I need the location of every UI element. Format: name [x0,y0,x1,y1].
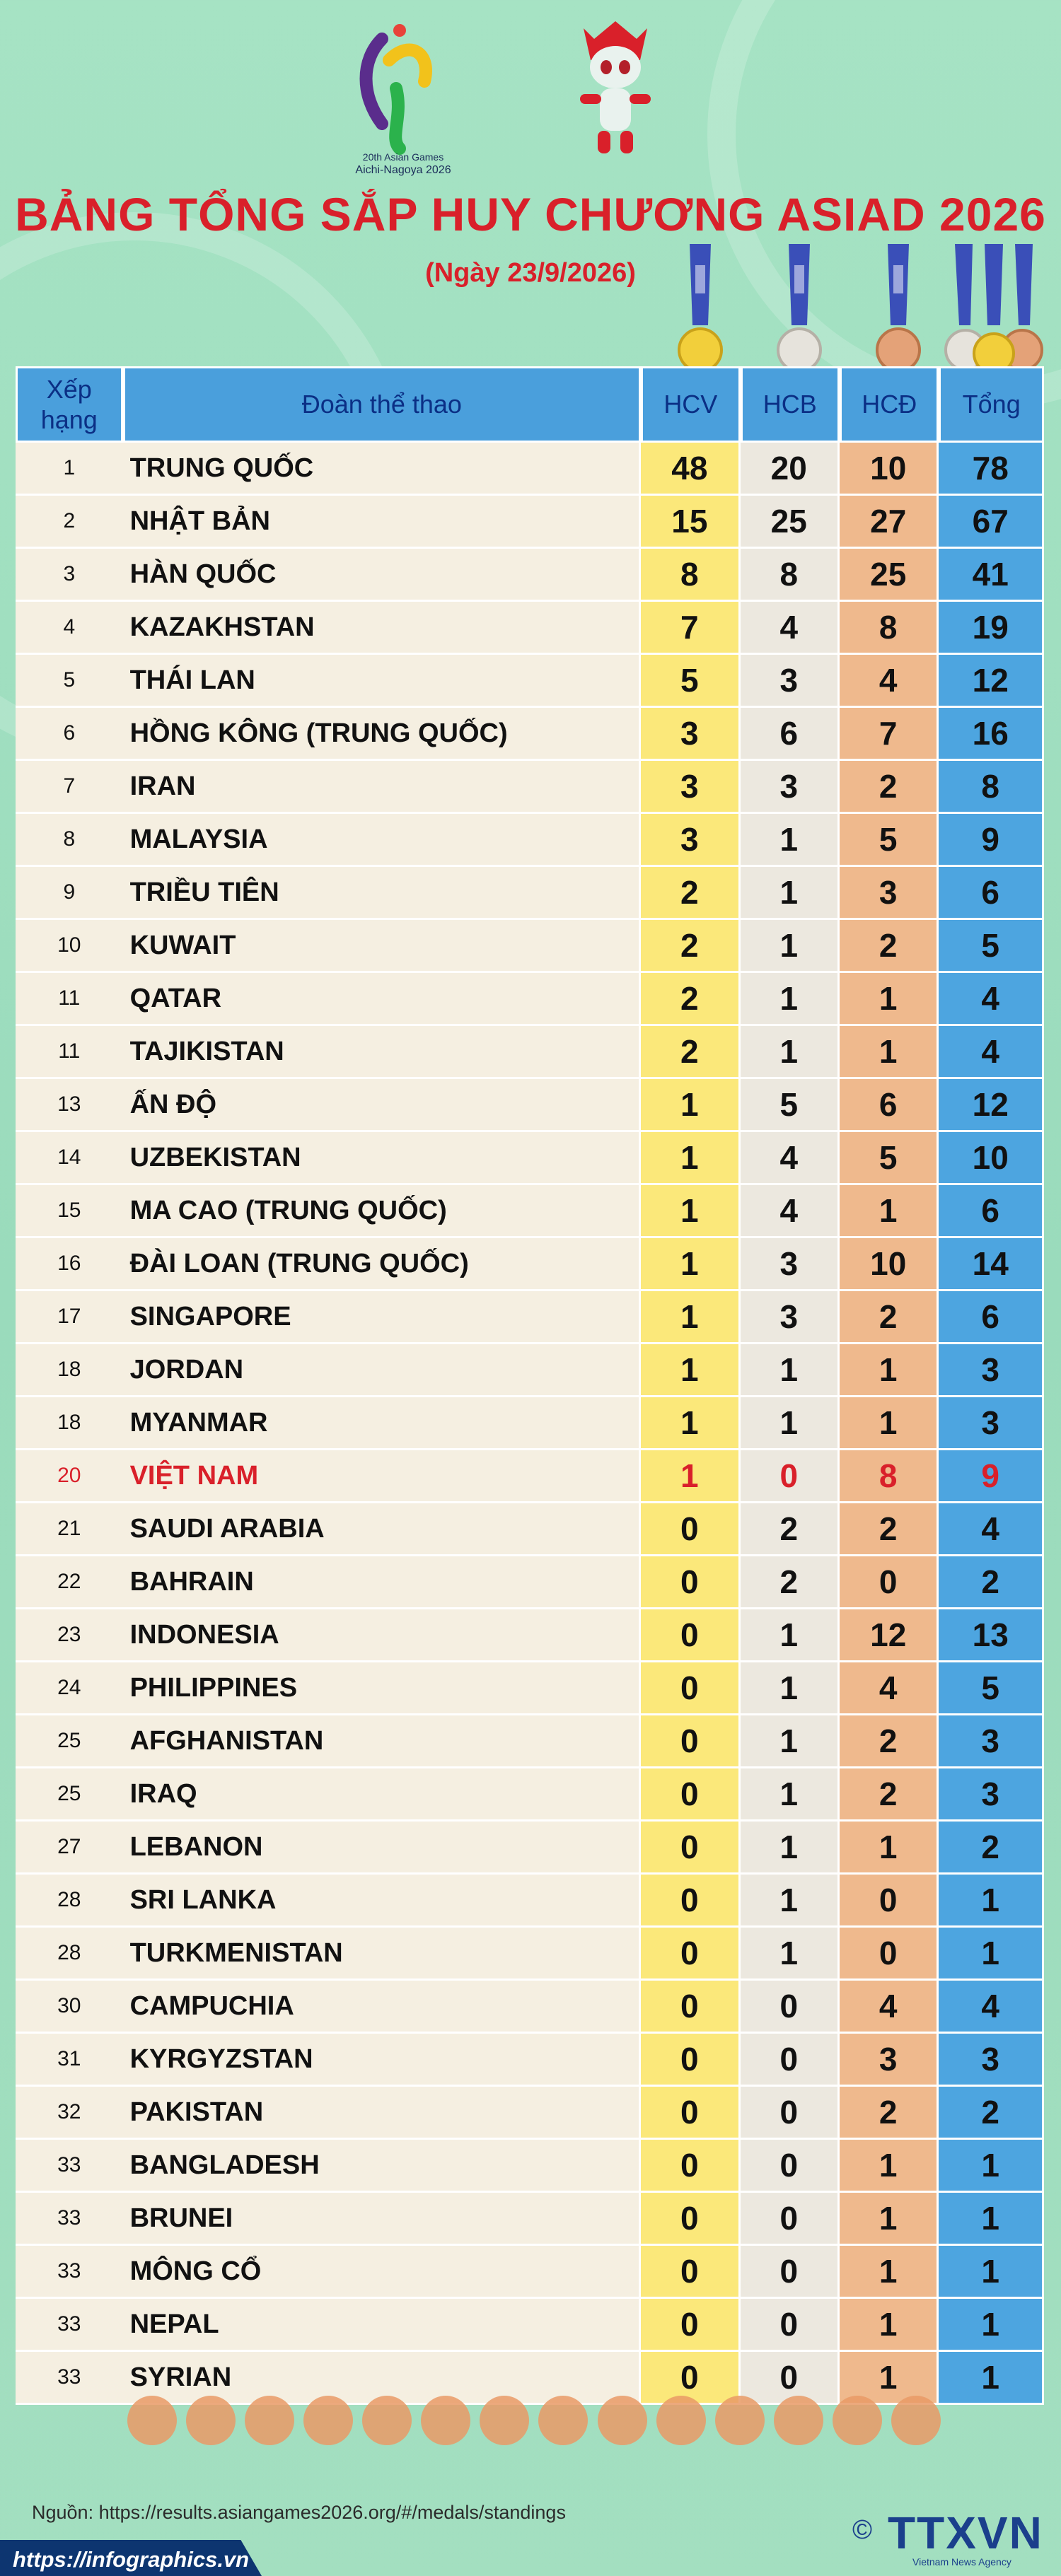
cell-silver: 1 [741,1928,840,1981]
cell-silver: 1 [741,920,840,973]
cell-total: 41 [939,549,1044,602]
cell-total: 12 [939,1079,1044,1132]
sports-pictogram-icon [362,2396,412,2445]
cell-silver: 1 [741,1662,840,1715]
table-row [16,1928,1044,1981]
cell-team: SYRIAN [123,2352,642,2405]
cell-bronze: 1 [840,2193,939,2246]
table-row [16,496,1044,549]
cell-gold: 0 [641,2352,740,2405]
cell-gold: 0 [641,1875,740,1928]
table-row [16,1662,1044,1715]
cell-total: 1 [939,2140,1044,2193]
cell-rank: 10 [16,920,123,973]
page-subtitle: (Ngày 23/9/2026) [425,258,636,288]
cell-total: 6 [939,867,1044,920]
cell-team: SAUDI ARABIA [123,1503,642,1556]
cell-total: 1 [939,1875,1044,1928]
table-row [16,443,1044,496]
cell-total: 78 [939,443,1044,496]
table-row [16,2087,1044,2140]
cell-silver: 6 [741,708,840,761]
cell-bronze: 0 [840,1556,939,1609]
table-row [16,1079,1044,1132]
cell-total: 4 [939,1026,1044,1079]
cell-team: MALAYSIA [123,814,642,867]
logo-text-line2: Aichi-Nagoya 2026 [355,164,451,176]
cell-silver: 0 [741,2246,840,2299]
cell-total: 1 [939,2352,1044,2405]
cell-bronze: 2 [840,1768,939,1822]
cell-rank: 22 [16,1556,123,1609]
cell-bronze: 5 [840,814,939,867]
cell-rank: 17 [16,1291,123,1344]
cell-team: CAMPUCHIA [123,1981,642,2034]
cell-team: TURKMENISTAN [123,1928,642,1981]
cell-total: 1 [939,2246,1044,2299]
cell-rank: 15 [16,1185,123,1238]
cell-silver: 3 [741,1291,840,1344]
cell-total: 4 [939,973,1044,1026]
cell-total: 6 [939,1291,1044,1344]
cell-gold: 0 [641,1715,740,1768]
cell-total: 4 [939,1503,1044,1556]
sports-pictogram-row [127,2389,941,2452]
sports-pictogram-icon [891,2396,941,2445]
cell-rank: 1 [16,443,123,496]
cell-team: MÔNG CỔ [123,2246,642,2299]
cell-bronze: 2 [840,761,939,814]
sports-pictogram-icon [598,2396,647,2445]
cell-team: LEBANON [123,1822,642,1875]
cell-gold: 0 [641,1556,740,1609]
cell-bronze: 2 [840,920,939,973]
cell-gold: 1 [641,1450,740,1503]
cell-rank: 6 [16,708,123,761]
cell-silver: 0 [741,2034,840,2087]
sports-pictogram-icon [538,2396,588,2445]
table-row [16,1185,1044,1238]
table-row [16,2299,1044,2352]
cell-silver: 0 [741,2193,840,2246]
cell-silver: 1 [741,814,840,867]
sports-pictogram-icon [656,2396,706,2445]
cell-total: 3 [939,1715,1044,1768]
cell-gold: 8 [641,549,740,602]
mascot-icon [566,18,665,159]
cell-team: UZBEKISTAN [123,1132,642,1185]
table-row [16,2140,1044,2193]
cell-team: BANGLADESH [123,2140,642,2193]
cell-gold: 0 [641,1662,740,1715]
copyright-icon: © [852,2515,872,2545]
cell-rank: 33 [16,2193,123,2246]
cell-gold: 1 [641,1291,740,1344]
cell-team: MA CAO (TRUNG QUỐC) [123,1185,642,1238]
cell-gold: 0 [641,2140,740,2193]
cell-team: MYANMAR [123,1397,642,1450]
cell-bronze: 2 [840,2087,939,2140]
cell-bronze: 3 [840,867,939,920]
cell-silver: 4 [741,602,840,655]
table-row [16,814,1044,867]
cell-team: SRI LANKA [123,1875,642,1928]
table-row [16,2193,1044,2246]
table-row [16,1981,1044,2034]
gold-medal-icon [676,244,725,378]
table-row [16,1026,1044,1079]
cell-total: 3 [939,1344,1044,1397]
cell-team: BRUNEI [123,2193,642,2246]
cell-gold: 0 [641,2246,740,2299]
cell-total: 1 [939,2299,1044,2352]
table-row [16,2246,1044,2299]
cell-rank: 13 [16,1079,123,1132]
cell-gold: 0 [641,1503,740,1556]
cell-total: 9 [939,814,1044,867]
cell-total: 4 [939,1981,1044,2034]
asian-games-logo-icon [332,11,474,180]
cell-rank: 23 [16,1609,123,1662]
table-row [16,1822,1044,1875]
table-row [16,1768,1044,1822]
cell-bronze: 10 [840,1238,939,1291]
table-row [16,1397,1044,1450]
cell-team: AFGHANISTAN [123,1715,642,1768]
table-body [16,443,1044,2405]
cell-rank: 2 [16,496,123,549]
cell-rank: 31 [16,2034,123,2087]
cell-rank: 33 [16,2352,123,2405]
table-row [16,1344,1044,1397]
cell-total: 14 [939,1238,1044,1291]
table-header-row [16,366,1044,443]
cell-silver: 5 [741,1079,840,1132]
cell-team: KAZAKHSTAN [123,602,642,655]
cell-total: 67 [939,496,1044,549]
cell-gold: 0 [641,1768,740,1822]
cell-bronze: 1 [840,1344,939,1397]
cell-silver: 20 [741,443,840,496]
cell-silver: 1 [741,1397,840,1450]
footer-link[interactable]: https://infographics.vn [13,2547,250,2572]
cell-total: 8 [939,761,1044,814]
cell-silver: 2 [741,1556,840,1609]
header-gold: HCV [641,366,740,443]
cell-total: 5 [939,920,1044,973]
cell-silver: 1 [741,867,840,920]
cell-bronze: 6 [840,1079,939,1132]
cell-gold: 0 [641,2034,740,2087]
cell-rank: 4 [16,602,123,655]
medal-standings-table [16,366,1044,2405]
cell-team: THÁI LAN [123,655,642,708]
medal-group-icon [941,244,1047,378]
cell-team: INDONESIA [123,1609,642,1662]
cell-rank: 8 [16,814,123,867]
sports-pictogram-icon [421,2396,470,2445]
table-row [16,602,1044,655]
cell-team: QATAR [123,973,642,1026]
cell-rank: 28 [16,1875,123,1928]
cell-bronze: 5 [840,1132,939,1185]
cell-rank: 28 [16,1928,123,1981]
cell-bronze: 4 [840,1981,939,2034]
table-row [16,1875,1044,1928]
cell-bronze: 2 [840,1291,939,1344]
cell-gold: 3 [641,814,740,867]
table-row [16,1503,1044,1556]
cell-silver: 1 [741,1715,840,1768]
cell-total: 12 [939,655,1044,708]
cell-rank: 14 [16,1132,123,1185]
cell-total: 2 [939,2087,1044,2140]
sports-pictogram-icon [303,2396,353,2445]
cell-bronze: 1 [840,2299,939,2352]
cell-bronze: 0 [840,1875,939,1928]
table-row [16,1556,1044,1609]
cell-rank: 20 [16,1450,123,1503]
cell-gold: 0 [641,1981,740,2034]
cell-gold: 1 [641,1132,740,1185]
cell-team: IRAQ [123,1768,642,1822]
cell-silver: 1 [741,1875,840,1928]
cell-team: NEPAL [123,2299,642,2352]
cell-silver: 3 [741,1238,840,1291]
cell-team: PHILIPPINES [123,1662,642,1715]
cell-total: 3 [939,1768,1044,1822]
cell-bronze: 4 [840,655,939,708]
sports-pictogram-icon [245,2396,294,2445]
cell-total: 10 [939,1132,1044,1185]
cell-bronze: 1 [840,1397,939,1450]
sports-pictogram-icon [833,2396,882,2445]
cell-total: 1 [939,1928,1044,1981]
cell-total: 2 [939,1556,1044,1609]
cell-rank: 27 [16,1822,123,1875]
cell-bronze: 2 [840,1715,939,1768]
cell-silver: 1 [741,1609,840,1662]
cell-rank: 11 [16,1026,123,1079]
cell-team: TRUNG QUỐC [123,443,642,496]
cell-silver: 2 [741,1503,840,1556]
table-row [16,549,1044,602]
cell-gold: 5 [641,655,740,708]
cell-team: TRIỀU TIÊN [123,867,642,920]
cell-total: 1 [939,2193,1044,2246]
table-row [16,920,1044,973]
cell-rank: 25 [16,1768,123,1822]
cell-bronze: 0 [840,1928,939,1981]
table-row [16,708,1044,761]
cell-bronze: 3 [840,2034,939,2087]
cell-gold: 2 [641,867,740,920]
cell-silver: 0 [741,2087,840,2140]
bronze-medal-icon [874,244,923,378]
cell-silver: 8 [741,549,840,602]
agency-logo: TTXVN [888,2507,1043,2558]
cell-team: BAHRAIN [123,1556,642,1609]
cell-team: IRAN [123,761,642,814]
table-row [16,655,1044,708]
table-row [16,1450,1044,1503]
cell-silver: 1 [741,1768,840,1822]
header-silver: HCB [741,366,840,443]
cell-gold: 2 [641,920,740,973]
cell-total: 19 [939,602,1044,655]
table-row [16,2034,1044,2087]
cell-rank: 32 [16,2087,123,2140]
cell-gold: 1 [641,1079,740,1132]
cell-gold: 2 [641,973,740,1026]
sports-pictogram-icon [186,2396,236,2445]
cell-total: 16 [939,708,1044,761]
cell-silver: 0 [741,2299,840,2352]
cell-bronze: 1 [840,2352,939,2405]
cell-bronze: 1 [840,1026,939,1079]
cell-rank: 11 [16,973,123,1026]
cell-gold: 3 [641,708,740,761]
cell-silver: 0 [741,1450,840,1503]
cell-silver: 4 [741,1185,840,1238]
header-bronze: HCĐ [840,366,939,443]
cell-bronze: 1 [840,1822,939,1875]
cell-silver: 3 [741,761,840,814]
cell-gold: 0 [641,2087,740,2140]
table-row [16,1609,1044,1662]
sports-pictogram-icon [774,2396,823,2445]
cell-team: TAJIKISTAN [123,1026,642,1079]
cell-bronze: 8 [840,1450,939,1503]
cell-gold: 3 [641,761,740,814]
cell-bronze: 25 [840,549,939,602]
cell-team: KYRGYZSTAN [123,2034,642,2087]
cell-rank: 5 [16,655,123,708]
cell-total: 3 [939,2034,1044,2087]
table-row [16,761,1044,814]
sports-pictogram-icon [480,2396,529,2445]
cell-team: ĐÀI LOAN (TRUNG QUỐC) [123,1238,642,1291]
cell-gold: 15 [641,496,740,549]
cell-total: 5 [939,1662,1044,1715]
table-row [16,1715,1044,1768]
header-total: Tổng [939,366,1044,443]
cell-gold: 1 [641,1397,740,1450]
cell-total: 13 [939,1609,1044,1662]
table-row [16,1291,1044,1344]
table-row [16,1238,1044,1291]
cell-total: 3 [939,1397,1044,1450]
table-row [16,867,1044,920]
cell-team: HỒNG KÔNG (TRUNG QUỐC) [123,708,642,761]
cell-bronze: 1 [840,973,939,1026]
cell-silver: 1 [741,1344,840,1397]
cell-team: PAKISTAN [123,2087,642,2140]
agency-subtitle: Vietnam News Agency [912,2556,1011,2568]
cell-silver: 0 [741,1981,840,2034]
table-row [16,973,1044,1026]
cell-gold: 0 [641,1822,740,1875]
cell-gold: 2 [641,1026,740,1079]
cell-gold: 0 [641,1609,740,1662]
cell-gold: 7 [641,602,740,655]
sports-pictogram-icon [127,2396,177,2445]
page-title: BẢNG TỔNG SẮP HUY CHƯƠNG ASIAD 2026 [15,188,1046,240]
cell-team: SINGAPORE [123,1291,642,1344]
cell-total: 6 [939,1185,1044,1238]
sports-pictogram-icon [715,2396,765,2445]
source-note: Nguồn: https://results.asiangames2026.org/#/medals/standings [32,2502,566,2523]
cell-rank: 9 [16,867,123,920]
cell-silver: 0 [741,2352,840,2405]
cell-rank: 25 [16,1715,123,1768]
logo-text-line1: 20th Asian Games [362,151,444,163]
cell-total: 2 [939,1822,1044,1875]
cell-team: KUWAIT [123,920,642,973]
cell-rank: 21 [16,1503,123,1556]
cell-silver: 3 [741,655,840,708]
cell-rank: 33 [16,2140,123,2193]
cell-gold: 1 [641,1185,740,1238]
cell-team: NHẬT BẢN [123,496,642,549]
cell-rank: 7 [16,761,123,814]
cell-silver: 0 [741,2140,840,2193]
cell-bronze: 4 [840,1662,939,1715]
table-row [16,1132,1044,1185]
cell-silver: 1 [741,1822,840,1875]
cell-gold: 0 [641,1928,740,1981]
cell-bronze: 10 [840,443,939,496]
cell-bronze: 7 [840,708,939,761]
cell-team: ẤN ĐỘ [123,1079,642,1132]
cell-rank: 24 [16,1662,123,1715]
cell-bronze: 8 [840,602,939,655]
cell-gold: 0 [641,2193,740,2246]
cell-bronze: 1 [840,1185,939,1238]
cell-rank: 30 [16,1981,123,2034]
cell-gold: 0 [641,2299,740,2352]
cell-bronze: 1 [840,2140,939,2193]
cell-bronze: 27 [840,496,939,549]
silver-medal-icon [775,244,824,378]
cell-silver: 1 [741,1026,840,1079]
cell-silver: 25 [741,496,840,549]
cell-gold: 1 [641,1344,740,1397]
cell-bronze: 2 [840,1503,939,1556]
cell-team: JORDAN [123,1344,642,1397]
cell-rank: 16 [16,1238,123,1291]
cell-total: 9 [939,1450,1044,1503]
cell-gold: 48 [641,443,740,496]
cell-rank: 3 [16,549,123,602]
cell-rank: 18 [16,1344,123,1397]
cell-rank: 33 [16,2246,123,2299]
cell-silver: 1 [741,973,840,1026]
cell-rank: 33 [16,2299,123,2352]
cell-gold: 1 [641,1238,740,1291]
cell-bronze: 12 [840,1609,939,1662]
cell-silver: 4 [741,1132,840,1185]
cell-team: VIỆT NAM [123,1450,642,1503]
header-team: Đoàn thể thao [123,366,642,443]
header-rank: Xếp hạng [16,366,123,443]
cell-team: HÀN QUỐC [123,549,642,602]
cell-rank: 18 [16,1397,123,1450]
cell-bronze: 1 [840,2246,939,2299]
